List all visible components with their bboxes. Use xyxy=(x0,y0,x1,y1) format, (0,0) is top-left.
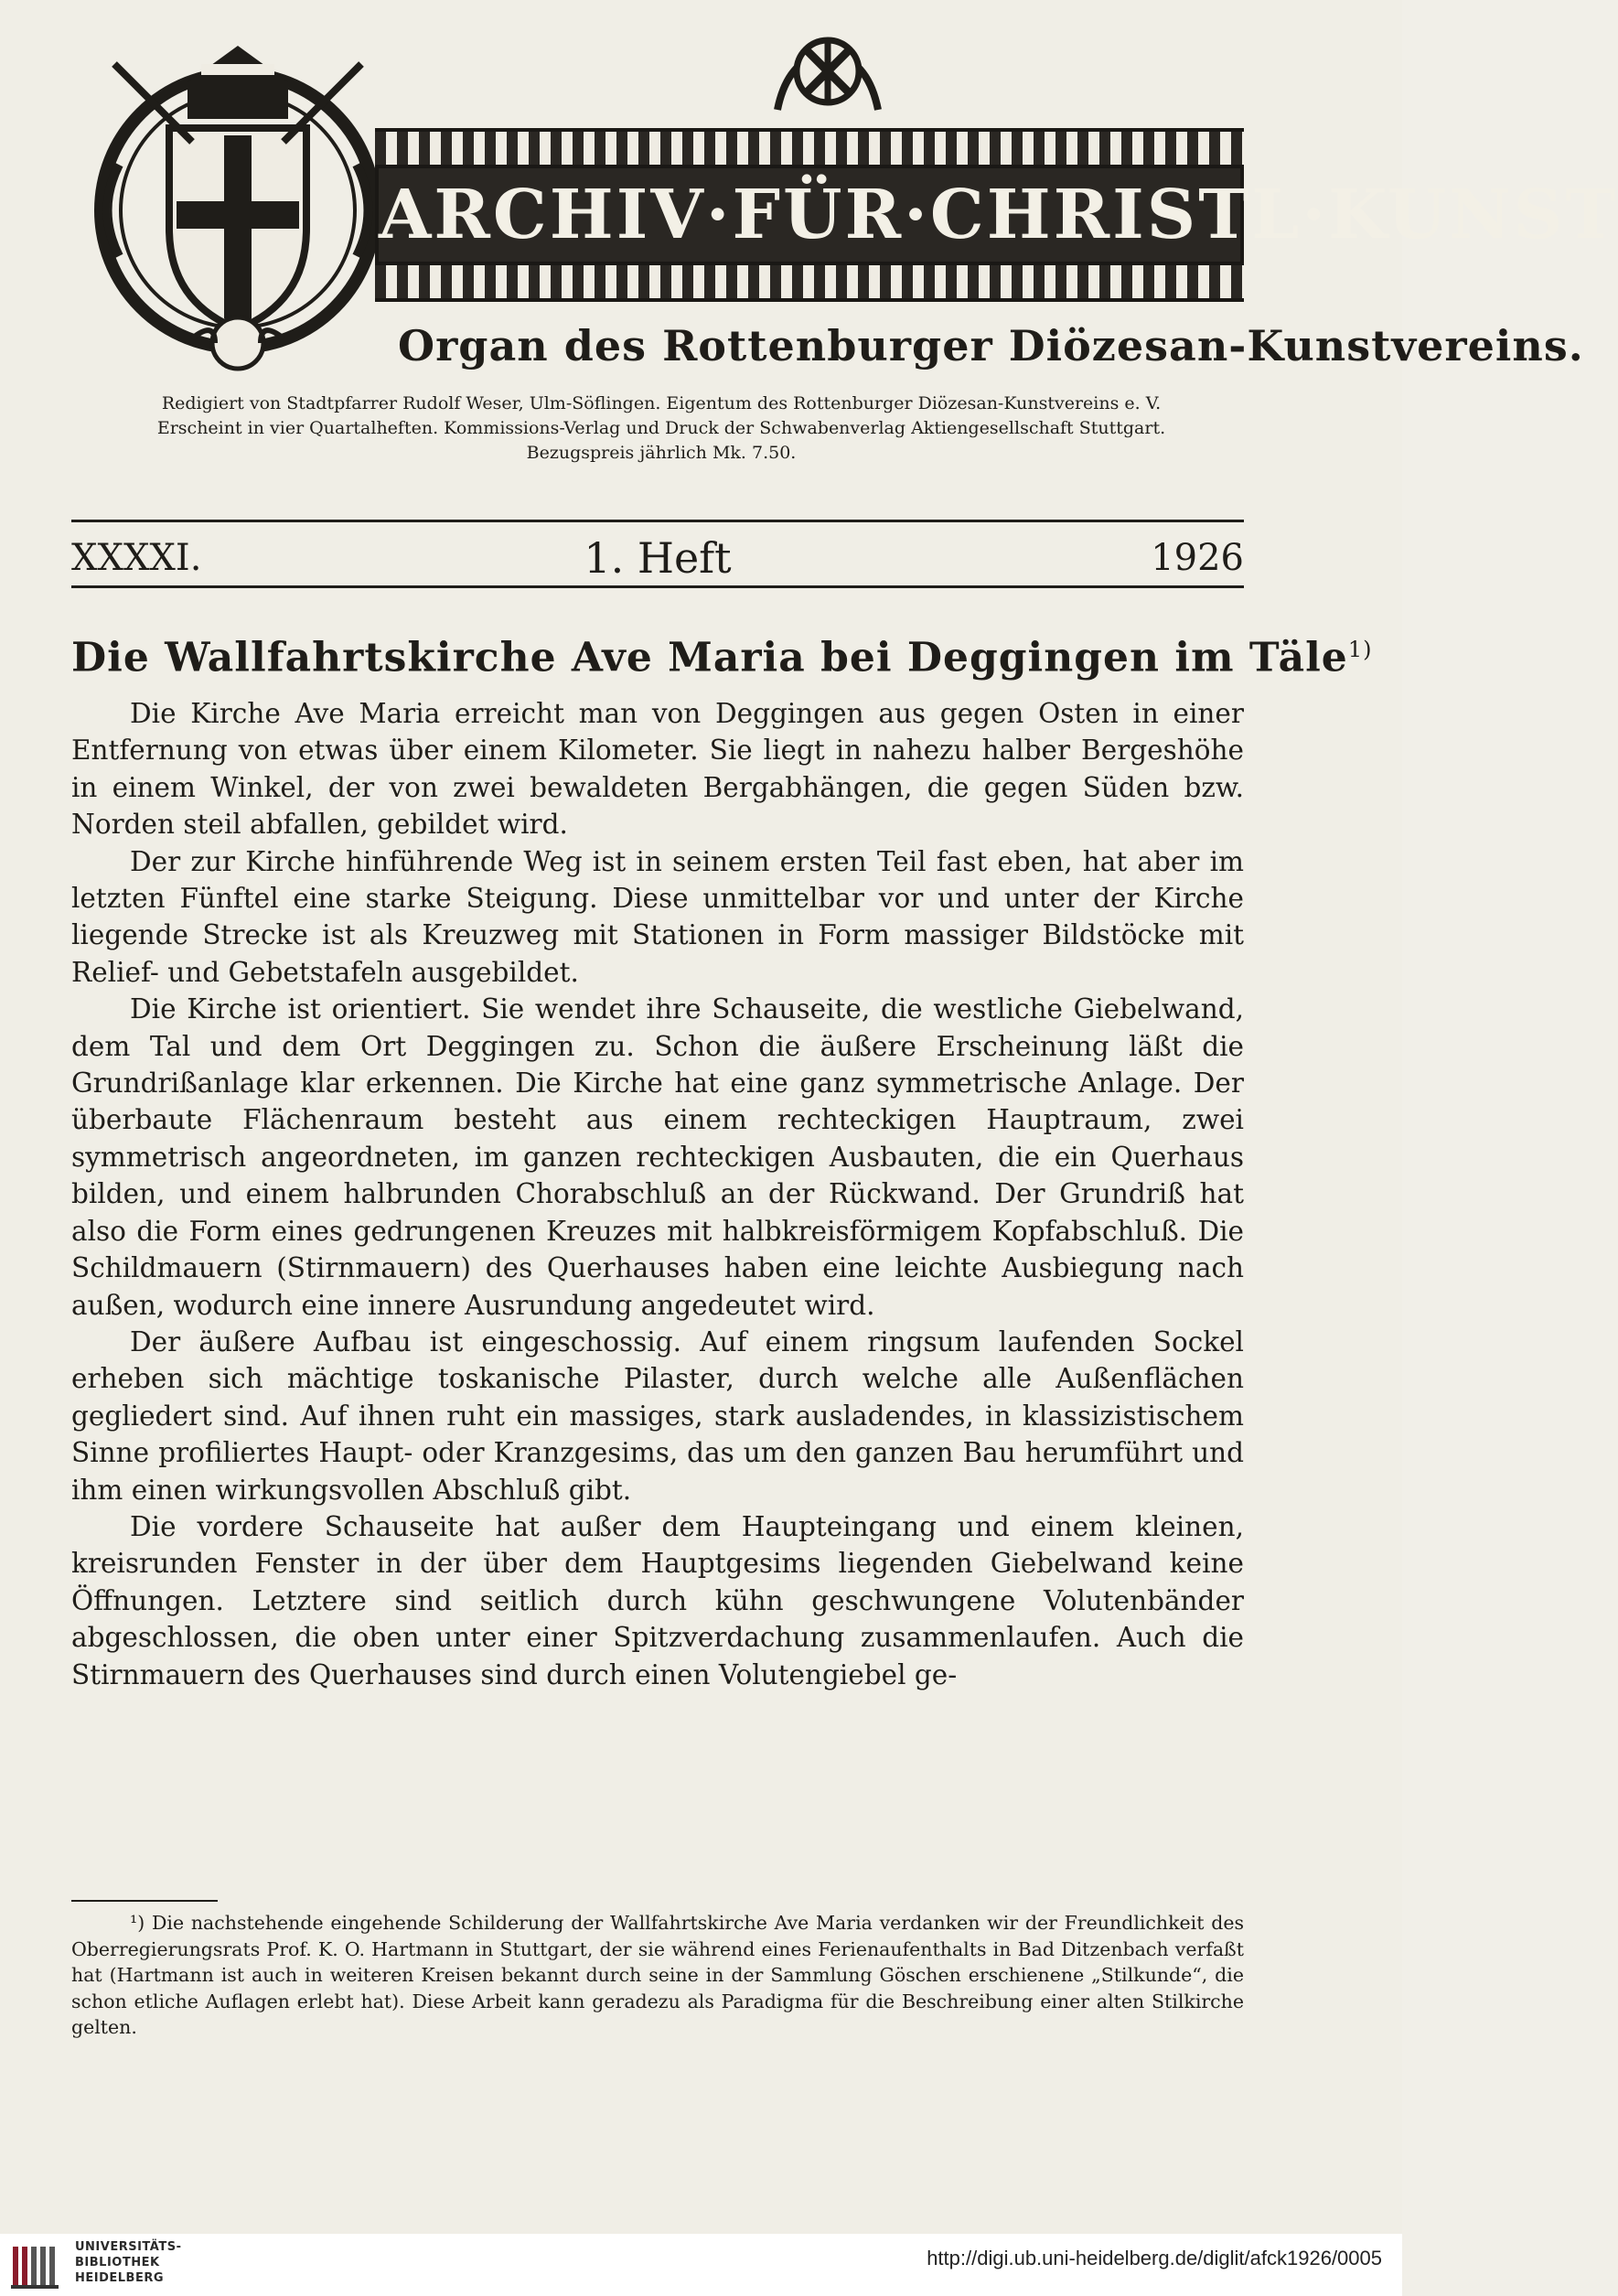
imprint-line-price: Bezugspreis jährlich Mk. 7.50. xyxy=(526,443,797,463)
imprint-line-publisher: Erscheint in vier Quartalheften. Kommissions-Verlag und Druck der Schwabenverlag Aktiengesellschaft Stuttgart. xyxy=(156,418,1166,438)
masthead xyxy=(87,27,1618,389)
imprint xyxy=(71,392,1251,466)
paragraph: Die Kirche Ave Maria erreicht man von Deggingen aus gegen Osten in einer Entfernung von etwas über einem Kilometer. Sie liegt in nahezu halber Bergeshöhe in einem Winkel, der von zwei bewaldeten Bergabhängen, die gegen Süden bzw. Norden steil abfallen, gebildet wird. xyxy=(71,698,1244,841)
masthead-title: ARCHIV·FÜR·CHRISTL·KUNST xyxy=(379,176,1618,254)
source-url-link[interactable]: http://digi.ub.uni-heidelberg.de/diglit/afck1926/0005 xyxy=(927,2247,1382,2269)
issue-number: 1. Heft xyxy=(584,533,732,583)
coat-of-arms-emblem xyxy=(87,27,389,389)
library-name-line: BIBLIOTHEK xyxy=(75,2256,160,2269)
issue-volume: XXXXI. xyxy=(71,537,202,579)
library-name-line: HEIDELBERG xyxy=(75,2271,165,2285)
issue-year: 1926 xyxy=(1151,537,1244,579)
article-title-text: Die Wallfahrtskirche Ave Maria bei Deggingen im Täle xyxy=(71,634,1348,681)
paragraph: Die vordere Schauseite hat außer dem Haupteingang und einem kleinen, kreisrunden Fenster in der über dem Hauptgesims liegenden Giebelwand keine Öffnungen. Letztere sind seitlich durch kühn geschwungene Volutenbänder abgeschlossen, die oben unter einer Spitzverdachung zusammenlaufen. Auch die Stirnmauern des Querhauses sind durch einen Volutengiebel ge- xyxy=(71,1510,1244,1690)
masthead-title-band xyxy=(375,165,1618,265)
footnote xyxy=(71,1910,1244,2041)
footnote-text: ¹) Die nachstehende eingehende Schilderung der Wallfahrtskirche Ave Maria verdanken wir der Freundlichkeit des Oberregierungsrats Prof. K. O. Hartmann in Stuttgart, der sie während eines Ferienaufenthalts in Bad Ditzenbach verfaßt hat (Hartmann ist auch in weiteren Kreisen bekannt durch seine in der Sammlung Göschen erschienene „Stilkunde“, die schon etliche Auflagen erlebt hat). Diese Arbeit kann geradezu als Paradigma für die Beschreibung einer alten Stilkirche gelten. xyxy=(71,1912,1244,2038)
ornament-band-top xyxy=(375,128,1244,165)
issue-rule-bottom xyxy=(71,585,1244,588)
issue-line xyxy=(71,535,1244,581)
article-title-footnote-ref: 1) xyxy=(1347,637,1373,662)
chi-rho-icon xyxy=(768,27,887,128)
imprint-line-editor: Redigiert von Stadtpfarrer Rudolf Weser, Ulm-Söflingen. Eigentum des Rottenburger Diözesan-Kunstvereins e. V. xyxy=(161,393,1162,413)
article-body xyxy=(71,695,1244,1693)
issue-rule-top xyxy=(71,520,1244,522)
footnote-divider xyxy=(71,1900,218,1902)
paragraph: Der zur Kirche hinführende Weg ist in seinem ersten Teil fast eben, hat aber im letzten Fünftel eine starke Steigung. Diese unmittelbar vor und unter der Kirche liegende Strecke ist als Kreuzweg mit Stationen in Form massiger Bildstöcke mit Relief- und Gebetstafeln ausgebildet. xyxy=(71,845,1244,988)
article-title xyxy=(71,622,1373,686)
university-library-logo-icon xyxy=(9,2241,64,2291)
library-name xyxy=(75,2239,181,2286)
ornament-band-bottom xyxy=(375,265,1244,302)
paragraph: Die Kirche ist orientiert. Sie wendet ihre Schauseite, die westliche Giebelwand, dem Tal und dem Ort Deggingen zu. Schon die äußere Erscheinung läßt die Grundrißanlage klar erkennen. Die Kirche hat eine ganz symmetrische Anlage. Der überbaute Flächenraum besteht aus einem rechteckigen Hauptraum, zwei symmetrisch angeordneten, im ganzen rechteckigen Ausbauten, die ein Querhaus bilden, und einem halbrunden Chorabschluß an der Rückwand. Der Grundriß hat also die Form eines gedrungenen Kreuzes mit halbkreisförmigem Kopfabschluß. Die Schildmauern (Stirnmauern) des Querhauses haben eine leichte Ausbiegung nach außen, wodurch eine innere Ausrundung angedeutet wird. xyxy=(71,993,1244,1321)
paragraph: Der äußere Aufbau ist eingeschossig. Auf einem ringsum laufenden Sockel erheben sich mächtige toskanische Pilaster, durch welche alle Außenflächen gegliedert sind. Auf ihnen ruht ein massiges, stark ausladendes, in klassizistischem Sinne profiliertes Haupt- oder Kranzgesims, das um den ganzen Bau herumführt und ihm einen wirkungsvollen Abschluß gibt. xyxy=(71,1325,1244,1506)
library-name-line: UNIVERSITÄTS- xyxy=(75,2240,182,2254)
masthead-subtitle: Organ des Rottenburger Diözesan-Kunstvereins. xyxy=(398,321,1584,370)
